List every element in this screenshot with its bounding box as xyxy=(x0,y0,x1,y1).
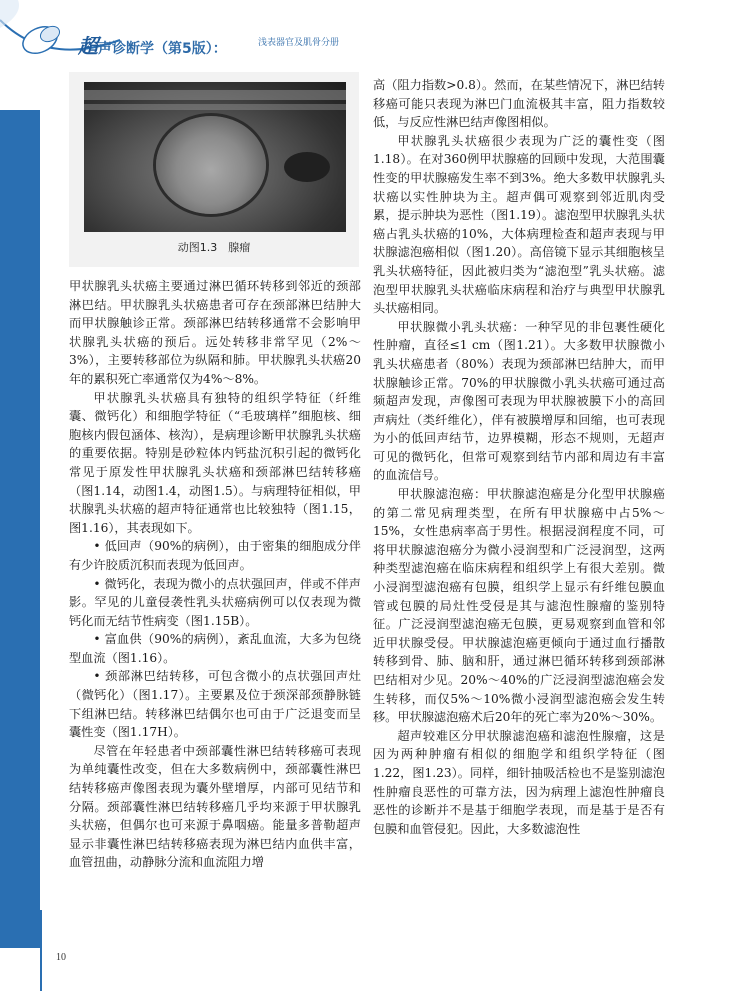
page-number: 10 xyxy=(56,952,66,963)
vessel-shadow xyxy=(284,152,330,182)
bullet-item: • 颈部淋巴结转移，可包含微小的点状强回声灶（微钙化）（图1.17）。主要累及位于颈深部颈静脉链下组淋巴结。转移淋巴结偶尔也可由于广泛退变而呈囊性变（图1.17H）。 xyxy=(69,667,361,741)
figure-caption: 动图1.3 腺瘤 xyxy=(177,241,251,254)
paragraph: 高（阻力指数>0.8）。然而，在某些情况下，淋巴结转移癌可能只表现为淋巴门血流极其丰富，阻力指数较低，与反应性淋巴结声像图相似。 xyxy=(373,78,665,130)
paragraph: 甲状腺微小乳头状癌：一种罕见的非包裹性硬化性肿瘤，直径≤1 cm（图1.21）。大多数甲状腺微小乳头状癌患者（80%）表现为颈部淋巴结肿大，而甲状腺触诊正常。70%的甲状腺微小乳头状癌可通过高频超声发现，声像图可表现为甲状腺被膜下小的高回声病灶（类纤维化），伴有被膜增厚和回缩，也可表现为小的低回声结节，边界模糊，形态不规则，无超声可见的微钙化，但常可观察到结节内部和周边有丰富的血流信号。 xyxy=(373,319,665,483)
page-header xyxy=(0,0,730,70)
paragraph: 甲状腺乳头状癌主要通过淋巴循环转移到邻近的颈部淋巴结。甲状腺乳头状癌患者可存在颈部淋巴结肿大而甲状腺触诊正常。颈部淋巴结转移通常不会影响甲状腺乳头状癌的预后。远处转移非常罕见（2%～3%），主要转移部位为纵隔和肺。甲状腺乳头状癌20年的累积死亡率通常仅为4%～8%。 xyxy=(69,279,361,386)
paragraph: 甲状腺乳头状癌具有独特的组织学特征（纤维囊、微钙化）和细胞学特征（“毛玻璃样”细胞核、细胞核内假包涵体、核沟），是病理诊断甲状腺乳头状癌的重要依据。特别是砂粒体内钙盐沉积引起的微钙化常见于原发性甲状腺乳头状癌和颈部淋巴结转移癌（图1.14，动图1.4，动图1.5）。与病理特征相似，甲状腺乳头状癌的超声特征通常也比较独特（图1.15，图1.16），其表现如下。 xyxy=(69,390,361,535)
paragraph: 尽管在年轻患者中颈部囊性淋巴结转移癌可表现为单纯囊性改变，但在大多数病例中，颈部囊性淋巴结转移癌声像图表现为囊外壁增厚，内部可见结节和分隔。颈部囊性淋巴结转移癌几乎均来源于甲状腺乳头状癌，但偶尔也可来源于鼻咽癌。能量多普勒超声显示非囊性淋巴结转移癌表现为淋巴结内血供丰富，血管扭曲，动静脉分流和血流阻力增 xyxy=(69,743,361,870)
ultrasound-image xyxy=(84,82,346,232)
paragraph: 甲状腺乳头状癌很少表现为广泛的囊性变（图1.18）。在对360例甲状腺癌的回顾中发现，大范围囊性变的甲状腺癌发生率不到3%。绝大多数甲状腺乳头状癌以实性肿块为主。超声偶可观察到邻近肌肉受累，提示肿块为恶性（图1.19）。滤泡型甲状腺乳头状癌占乳头状癌的10%，大体病理检查和超声表现与甲状腺滤泡癌相似（图1.20）。高倍镜下显示其细胞核呈乳头状癌特征，因此被归类为“滤泡型”乳头状癌。滤泡型甲状腺乳头状癌临床病程和治疗与典型甲状腺乳头状癌相同。 xyxy=(373,133,665,316)
book-subtitle: 浅表器官及肌骨分册 xyxy=(258,38,340,48)
side-color-tab xyxy=(0,110,40,948)
right-column xyxy=(373,76,665,838)
paragraph: 甲状腺滤泡癌：甲状腺滤泡癌是分化型甲状腺癌的第二常见病理类型，在所有甲状腺癌中占5%～15%，女性患病率高于男性。根据浸润程度不同，可将甲状腺滤泡癌分为微小浸润型和广泛浸润型，这两种类型滤泡癌在临床病程和组织学上有很大差别。微小浸润型滤泡癌有包膜，组织学上显示有纤维包膜血管或包膜的局灶性受侵是其与滤泡性腺瘤的鉴别特征。广泛浸润型滤泡癌无包膜，更易观察到血管和邻近甲状腺受侵。甲状腺滤泡癌更倾向于通过血行播散转移到骨、肺、脑和肝，通过淋巴循环转移到颈部淋巴结相对少见。20%～40%的广泛浸润型滤泡癌会发生转移，而仅5%～10%微小浸润型滤泡癌会发生转移。甲状腺滤泡癌术后20年的死亡率为20%～30%。 xyxy=(373,487,665,725)
footer-rule xyxy=(40,910,42,991)
bullet-item: • 富血供（90%的病例），紊乱血流，大多为包绕型血流（图1.16）。 xyxy=(69,630,361,667)
paragraph: 超声较难区分甲状腺滤泡癌和滤泡性腺瘤，这是因为两种肿瘤有相似的细胞学和组织学特征（图1.22，图1.23）。同样，细针抽吸活检也不是鉴别滤泡性肿瘤良恶性的可靠方法，因为病理上滤泡性肿瘤良恶性的诊断并不是基于细胞学表现，而是基于是否有包膜和血管侵犯。因此，大多数滤泡性 xyxy=(373,728,665,836)
book-title: 超声诊断学（第5版）： xyxy=(78,34,227,58)
left-column xyxy=(69,277,361,872)
figure-panel xyxy=(69,72,359,267)
bullet-item: • 低回声（90%的病例），由于密集的细胞成分伴有少许胶质沉积而表现为低回声。 xyxy=(69,537,361,574)
adenoma-lesion xyxy=(156,116,266,214)
bullet-item: • 微钙化，表现为微小的点状强回声，伴或不伴声影。罕见的儿童侵袭性乳头状癌病例可以仅表现为微钙化而无结节性病变（图1.15B）。 xyxy=(69,575,361,631)
